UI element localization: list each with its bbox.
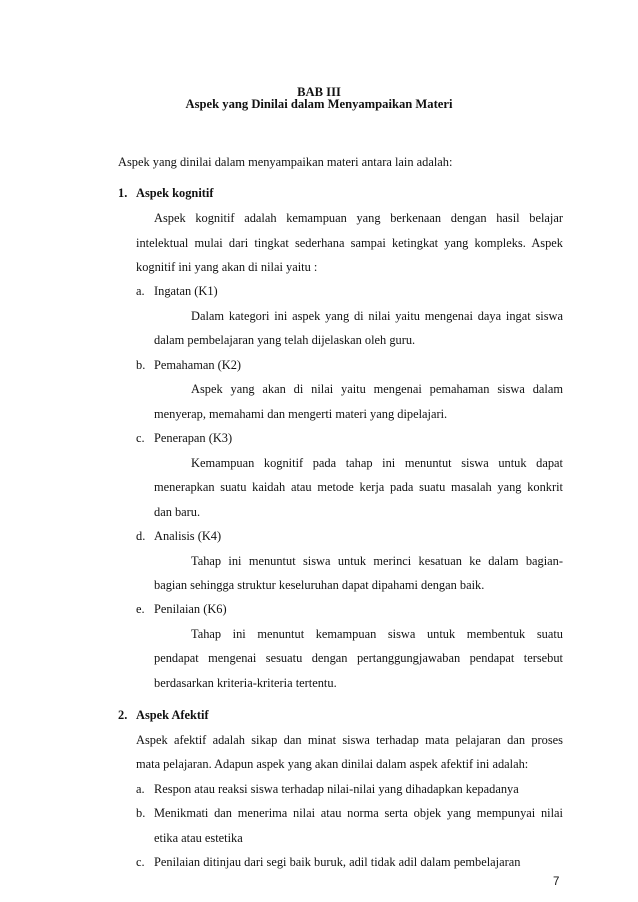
list-item-text: menerapkan suatu kaidah atau metode kerja pada suatu masalah yang konkrit xyxy=(154,480,563,494)
list-item-text: pendapat mengenai sesuatu dengan pertanggungjawaban pendapat tersebut xyxy=(154,651,563,665)
list-item-letter: d. xyxy=(136,529,146,543)
list-item-letter: c. xyxy=(136,855,145,869)
list-item-text: menyerap, memahami dan mengerti materi yang dipelajari. xyxy=(154,407,448,421)
section-2-text-line-2: mata pelajaran. Adapun aspek yang akan dinilai dalam aspek afektif ini adalah: xyxy=(136,757,529,771)
list-item-text: Penilaian ditinjau dari segi baik buruk, adil tidak adil dalam pembelajaran xyxy=(154,855,521,869)
list-item-letter: b. xyxy=(136,806,146,820)
list-item-text: Dalam kategori ini aspek yang di nilai yaitu mengenai daya ingat siswa xyxy=(191,309,563,323)
section-1-heading: Aspek kognitif xyxy=(136,186,214,200)
intro-paragraph: Aspek yang dinilai dalam menyampaikan materi antara lain adalah: xyxy=(118,155,453,169)
list-item-text: Kemampuan kognitif pada tahap ini menuntut siswa untuk dapat xyxy=(191,456,563,470)
list-item-label: Ingatan (K1) xyxy=(154,284,218,298)
list-item-text: dalam pembelajaran yang telah dijelaskan oleh guru. xyxy=(154,333,416,347)
list-item-text: Tahap ini menuntut kemampuan siswa untuk membentuk suatu xyxy=(191,627,563,641)
list-item-text: Respon atau reaksi siswa terhadap nilai-nilai yang dihadapkan kepadanya xyxy=(154,782,519,796)
list-item-label: Pemahaman (K2) xyxy=(154,358,242,372)
list-item-label: Penilaian (K6) xyxy=(154,602,227,616)
section-1-text-line-2: intelektual mulai dari tingkat sederhana sampai ketingkat yang kompleks. Aspek xyxy=(136,236,563,250)
page-number: 7 xyxy=(553,876,560,888)
section-2-number: 2. xyxy=(118,708,128,722)
section-1-text-line-3: kognitif ini yang akan di nilai yaitu : xyxy=(136,260,318,274)
list-item-text: bagian sehingga struktur keseluruhan dapat dipahami dengan baik. xyxy=(154,578,485,592)
list-item-text: Aspek yang akan di nilai yaitu mengenai pemahaman siswa dalam xyxy=(191,382,563,396)
list-item-letter: a. xyxy=(136,782,145,796)
section-2-text-line-1: Aspek afektif adalah sikap dan minat siswa terhadap mata pelajaran dan proses xyxy=(136,733,563,747)
list-item-letter: a. xyxy=(136,284,145,298)
list-item-text: Menikmati dan menerima nilai atau norma serta objek yang mempunyai nilai xyxy=(154,806,563,820)
section-1-number: 1. xyxy=(118,186,128,200)
list-item-letter: b. xyxy=(136,358,146,372)
chapter-title: Aspek yang Dinilai dalam Menyampaikan Materi xyxy=(185,97,453,111)
list-item-text: etika atau estetika xyxy=(154,831,243,845)
list-item-text: dan baru. xyxy=(154,505,201,519)
list-item-label: Analisis (K4) xyxy=(154,529,222,543)
section-2-heading: Aspek Afektif xyxy=(136,708,209,722)
chapter-label: BAB III xyxy=(297,85,341,99)
section-1-text-line-1: Aspek kognitif adalah kemampuan yang berkenaan dengan hasil belajar xyxy=(154,211,563,225)
list-item-label: Penerapan (K3) xyxy=(154,431,233,445)
list-item-letter: c. xyxy=(136,431,145,445)
list-item-text: berdasarkan kriteria-kriteria tertentu. xyxy=(154,676,337,690)
list-item-letter: e. xyxy=(136,602,145,616)
list-item-text: Tahap ini menuntut siswa untuk merinci kesatuan ke dalam bagian- xyxy=(191,554,563,568)
